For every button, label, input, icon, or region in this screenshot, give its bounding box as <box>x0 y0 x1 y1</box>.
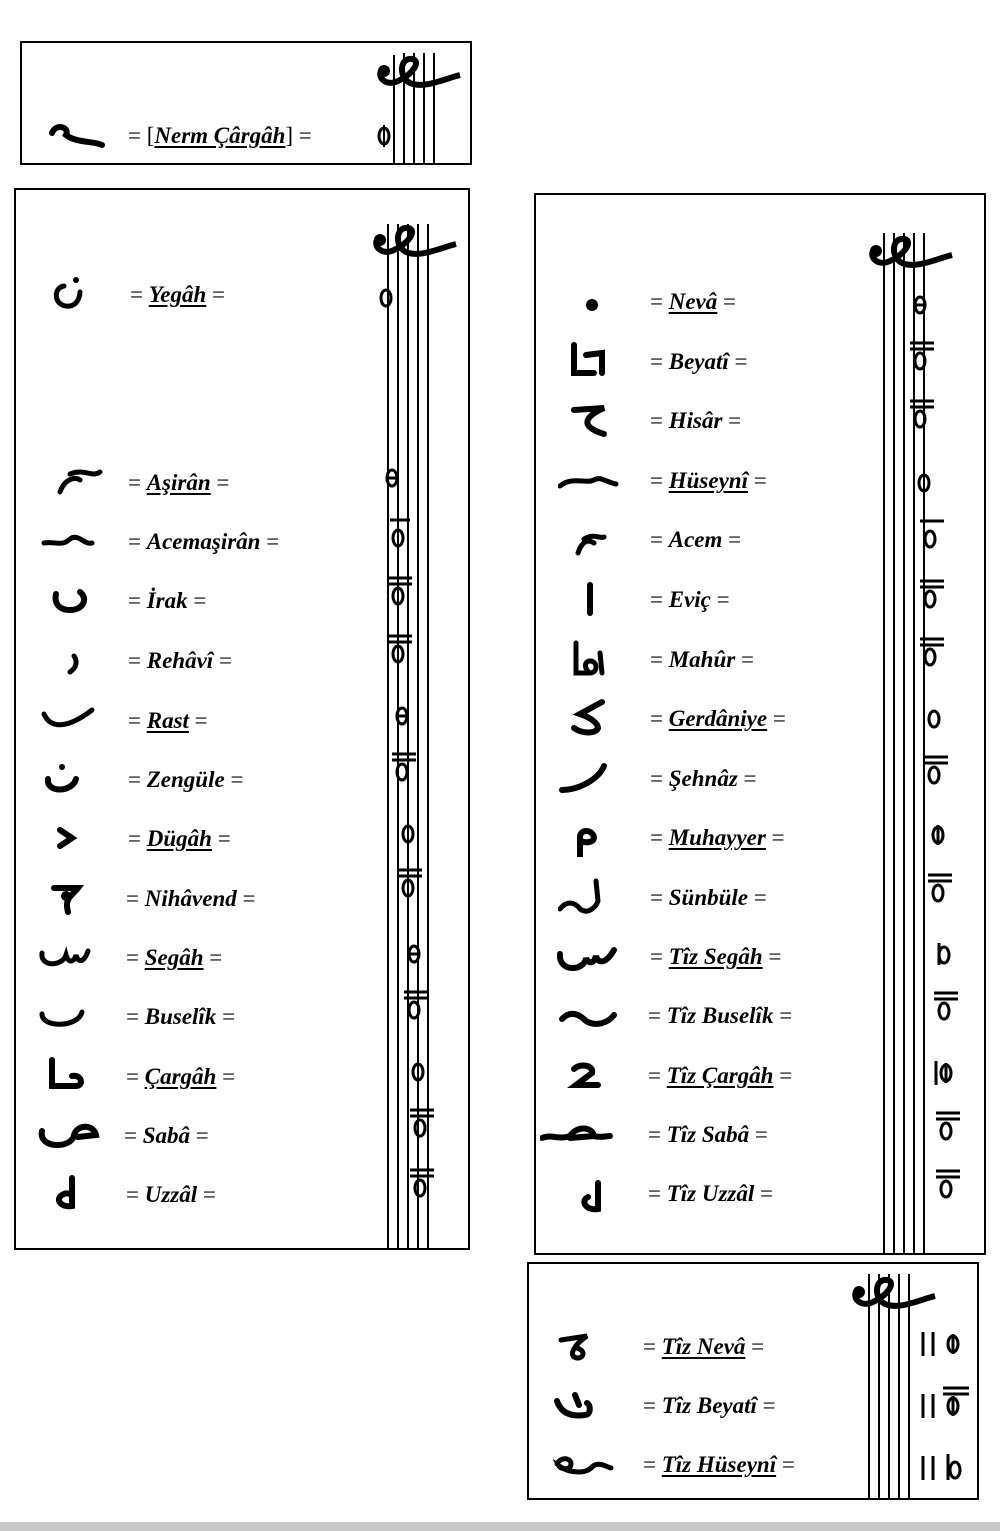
note-name: Sünbüle <box>668 885 748 910</box>
ottoman-glyph-rast-icon <box>40 700 130 740</box>
note-name: Buselîk <box>144 1004 217 1029</box>
sharp-note-icon <box>933 885 943 901</box>
ottoman-glyph-rehavi-icon <box>40 640 130 680</box>
note-row <box>558 817 868 857</box>
note-name: Nerm Çârgâh <box>154 123 286 148</box>
ottoman-glyph-sehnaz-icon <box>558 758 648 798</box>
note-label: = [Nerm Çârgâh] = <box>128 123 312 148</box>
note-name: Şehnâz <box>668 766 738 791</box>
note-label: = Rehâvî = <box>128 648 232 673</box>
note-label: = Zengüle = <box>128 767 244 792</box>
ottoman-glyph-dugah-icon <box>40 818 130 858</box>
right-notes-box <box>534 193 986 1255</box>
ottoman-glyph-hisar-icon <box>558 400 648 440</box>
note-row <box>556 995 868 1035</box>
flat-note-icon <box>393 530 403 546</box>
note-row <box>558 639 868 679</box>
ottoman-glyph-yegah-icon <box>40 274 130 314</box>
note-row <box>558 698 868 738</box>
ottoman-glyph-acemasiran-icon <box>40 521 130 561</box>
note-row <box>40 274 370 314</box>
note-label: = Beyatî = <box>650 349 748 374</box>
note-name: Çargâh <box>144 1064 217 1089</box>
ottoman-glyph-uzzal-icon <box>40 1174 130 1214</box>
phi-note-icon <box>376 123 392 149</box>
ottoman-glyph-tiz-saba-icon <box>540 1114 630 1154</box>
note-row <box>558 341 868 381</box>
ottoman-glyph-asiran-icon <box>40 462 130 502</box>
note-name: Nihâvend <box>144 886 237 911</box>
note-row <box>558 1055 868 1095</box>
ottoman-glyph-mahur-icon <box>558 639 648 679</box>
note-row <box>558 519 868 559</box>
note-row <box>40 759 370 799</box>
note-name: Tîz Nevâ <box>661 1334 746 1359</box>
note-row <box>558 579 868 619</box>
note-name: Tîz Segâh <box>668 944 763 969</box>
sharp-note-icon <box>393 646 403 662</box>
ottoman-glyph-cargah-icon <box>40 1056 130 1096</box>
ottoman-glyph-sunbule-icon <box>558 877 648 917</box>
staff-notes <box>904 289 964 1219</box>
ottoman-glyph-zengule-icon <box>40 759 130 799</box>
flat-note-icon <box>403 880 413 896</box>
ottoman-glyph-neva-icon <box>558 281 648 321</box>
sharp-note-icon <box>415 1180 425 1196</box>
note-row <box>551 1444 851 1484</box>
open-note-icon <box>403 826 413 842</box>
ottoman-glyph-acem-icon <box>558 519 648 559</box>
note-name: Aşirân <box>146 470 211 495</box>
sharp-note-icon <box>915 353 925 369</box>
note-row <box>558 400 868 440</box>
note-label: = Buselîk = <box>126 1004 236 1029</box>
note-label: = Sabâ = <box>124 1123 209 1148</box>
note-name: Tîz Buselîk <box>666 1003 774 1028</box>
sharp-note-icon <box>415 1120 425 1136</box>
note-label: = Segâh = <box>126 945 223 970</box>
note-row <box>556 936 868 976</box>
sharp-note-icon <box>929 767 939 783</box>
staff-notes <box>372 270 452 1210</box>
ottoman-glyph-nihavend-icon <box>40 878 130 918</box>
note-label: = Sünbüle = <box>650 885 767 910</box>
note-name: Tîz Çargâh <box>666 1063 774 1088</box>
note-row <box>558 877 868 917</box>
note-label: = Çargâh = <box>126 1064 236 1089</box>
note-label: = Yegâh = <box>130 282 225 307</box>
ottoman-glyph-tiz-neva-icon <box>551 1326 641 1366</box>
note-name: Uzzâl <box>144 1182 198 1207</box>
clef-icon <box>378 59 460 85</box>
note-label: = Dügâh = <box>128 826 231 851</box>
note-row <box>40 818 370 858</box>
ottoman-glyph-tiz-cargah-icon <box>558 1055 648 1095</box>
note-label: = Gerdâniye = <box>650 706 786 731</box>
left-notes-box <box>14 188 470 1250</box>
ottoman-glyph-muhayyer-icon <box>558 817 648 857</box>
note-label: = Acemaşirân = <box>128 529 280 554</box>
sharp-note-icon <box>925 591 935 607</box>
sharp-note-icon <box>941 1123 951 1139</box>
clef-icon <box>374 228 456 254</box>
clef-icon <box>853 1280 935 1306</box>
sharp-note-icon <box>393 588 403 604</box>
note-label: = Tîz Uzzâl = <box>648 1181 774 1206</box>
note-label: = Acem = <box>650 527 742 552</box>
note-row <box>40 580 370 620</box>
note-label: = İrak = <box>128 588 207 613</box>
note-label: = Eviç = <box>650 587 730 612</box>
note-label: = Hüseynî = <box>650 468 767 493</box>
nerm-cargah-box <box>20 41 472 165</box>
note-name: Nevâ <box>668 289 718 314</box>
note-row <box>558 1173 868 1213</box>
ottoman-glyph-segah-icon <box>38 937 128 977</box>
sharp-note-icon <box>409 1002 419 1018</box>
note-row <box>38 996 368 1036</box>
sharp-note-icon <box>939 1003 949 1019</box>
note-name: Sabâ <box>142 1123 191 1148</box>
half-note-icon <box>950 1462 960 1478</box>
note-label: = Tîz Beyatî = <box>643 1393 776 1418</box>
sharp-note-icon <box>941 1181 951 1197</box>
open-note-icon <box>919 475 929 491</box>
staff-notes <box>917 1322 975 1492</box>
open-note-icon <box>413 1064 423 1080</box>
page-bottom-edge <box>0 1522 1000 1531</box>
note-name: Tîz Uzzâl <box>666 1181 755 1206</box>
note-label: = Tîz Nevâ = <box>643 1334 765 1359</box>
ottoman-glyph-tiz-buselik-icon <box>556 995 646 1035</box>
note-row <box>540 1114 868 1154</box>
note-label: = Muhayyer = <box>650 825 785 850</box>
note-row <box>40 640 370 680</box>
note-name: Rehâvî <box>146 648 214 673</box>
note-row <box>551 1385 851 1425</box>
note-name: Acem <box>668 527 723 552</box>
note-name: Beyatî <box>668 349 729 374</box>
ottoman-glyph-tiz-huseyni-icon <box>551 1444 641 1484</box>
note-row <box>44 115 464 155</box>
sharp-note-icon <box>397 764 407 780</box>
clef-icon <box>870 239 952 265</box>
ottoman-glyph-evic-icon <box>558 579 648 619</box>
note-row <box>38 937 368 977</box>
note-label: = Nihâvend = <box>126 886 256 911</box>
note-name: Tîz Hüseynî <box>661 1452 777 1477</box>
note-row <box>38 1115 368 1155</box>
note-name: Rast <box>146 708 189 733</box>
note-name: Segâh <box>144 945 204 970</box>
note-label: = Aşirân = <box>128 470 230 495</box>
note-name: Zengüle <box>146 767 225 792</box>
note-name: Hisâr <box>668 408 723 433</box>
note-label: = Nevâ = <box>650 289 736 314</box>
sharp-note-icon <box>925 649 935 665</box>
note-name: Mahûr <box>668 647 736 672</box>
note-label: = Tîz Hüseynî = <box>643 1452 795 1477</box>
open-note-icon <box>929 711 939 727</box>
note-row <box>551 1326 851 1366</box>
note-row <box>40 700 370 740</box>
note-label: = Rast = <box>128 708 208 733</box>
note-label: = Hisâr = <box>650 408 742 433</box>
note-name: Gerdâniye <box>668 706 768 731</box>
open-note-icon <box>381 290 391 306</box>
ottoman-glyph-tiz-beyati-icon <box>551 1385 641 1425</box>
note-row <box>558 758 868 798</box>
ottoman-glyph-irak-icon <box>40 580 130 620</box>
note-row <box>40 1056 370 1096</box>
ottoman-glyph-gerdaniye-icon <box>558 698 648 738</box>
note-name: Tîz Sabâ <box>666 1122 750 1147</box>
ottoman-glyph-nerm-cargah-icon <box>44 115 134 155</box>
ottoman-glyph-huseyni-icon <box>558 460 648 500</box>
sharp-note-icon <box>915 411 925 427</box>
note-name: Acemaşirân <box>146 529 261 554</box>
note-name: Muhayyer <box>668 825 766 850</box>
ottoman-glyph-tiz-uzzal-icon <box>558 1173 648 1213</box>
note-name: Eviç <box>668 587 711 612</box>
note-row <box>558 281 868 321</box>
note-label: = Tîz Çargâh = <box>648 1063 793 1088</box>
note-name: Hüseynî <box>668 468 748 493</box>
note-name: Tîz Beyatî <box>661 1393 757 1418</box>
ottoman-glyph-saba-icon <box>38 1115 128 1155</box>
note-label: = Tîz Sabâ = <box>648 1122 768 1147</box>
note-row <box>40 1174 370 1214</box>
note-row <box>40 462 370 502</box>
note-row <box>40 878 370 918</box>
ottoman-glyph-beyati-icon <box>558 341 648 381</box>
ottoman-glyph-buselik-icon <box>38 996 128 1036</box>
tiz-notes-box <box>527 1262 979 1500</box>
note-name: Dügâh <box>146 826 212 851</box>
note-name: Yegâh <box>148 282 207 307</box>
note-label: = Tîz Buselîk = <box>648 1003 793 1028</box>
note-row <box>558 460 868 500</box>
ottoman-glyph-tiz-segah-icon <box>556 936 646 976</box>
note-name: İrak <box>146 588 188 613</box>
note-label: = Uzzâl = <box>126 1182 216 1207</box>
note-label: = Mahûr = <box>650 647 754 672</box>
note-label: = Şehnâz = <box>650 766 757 791</box>
note-label: = Tîz Segâh = <box>650 944 782 969</box>
flat-note-icon <box>925 531 935 547</box>
note-row <box>40 521 370 561</box>
